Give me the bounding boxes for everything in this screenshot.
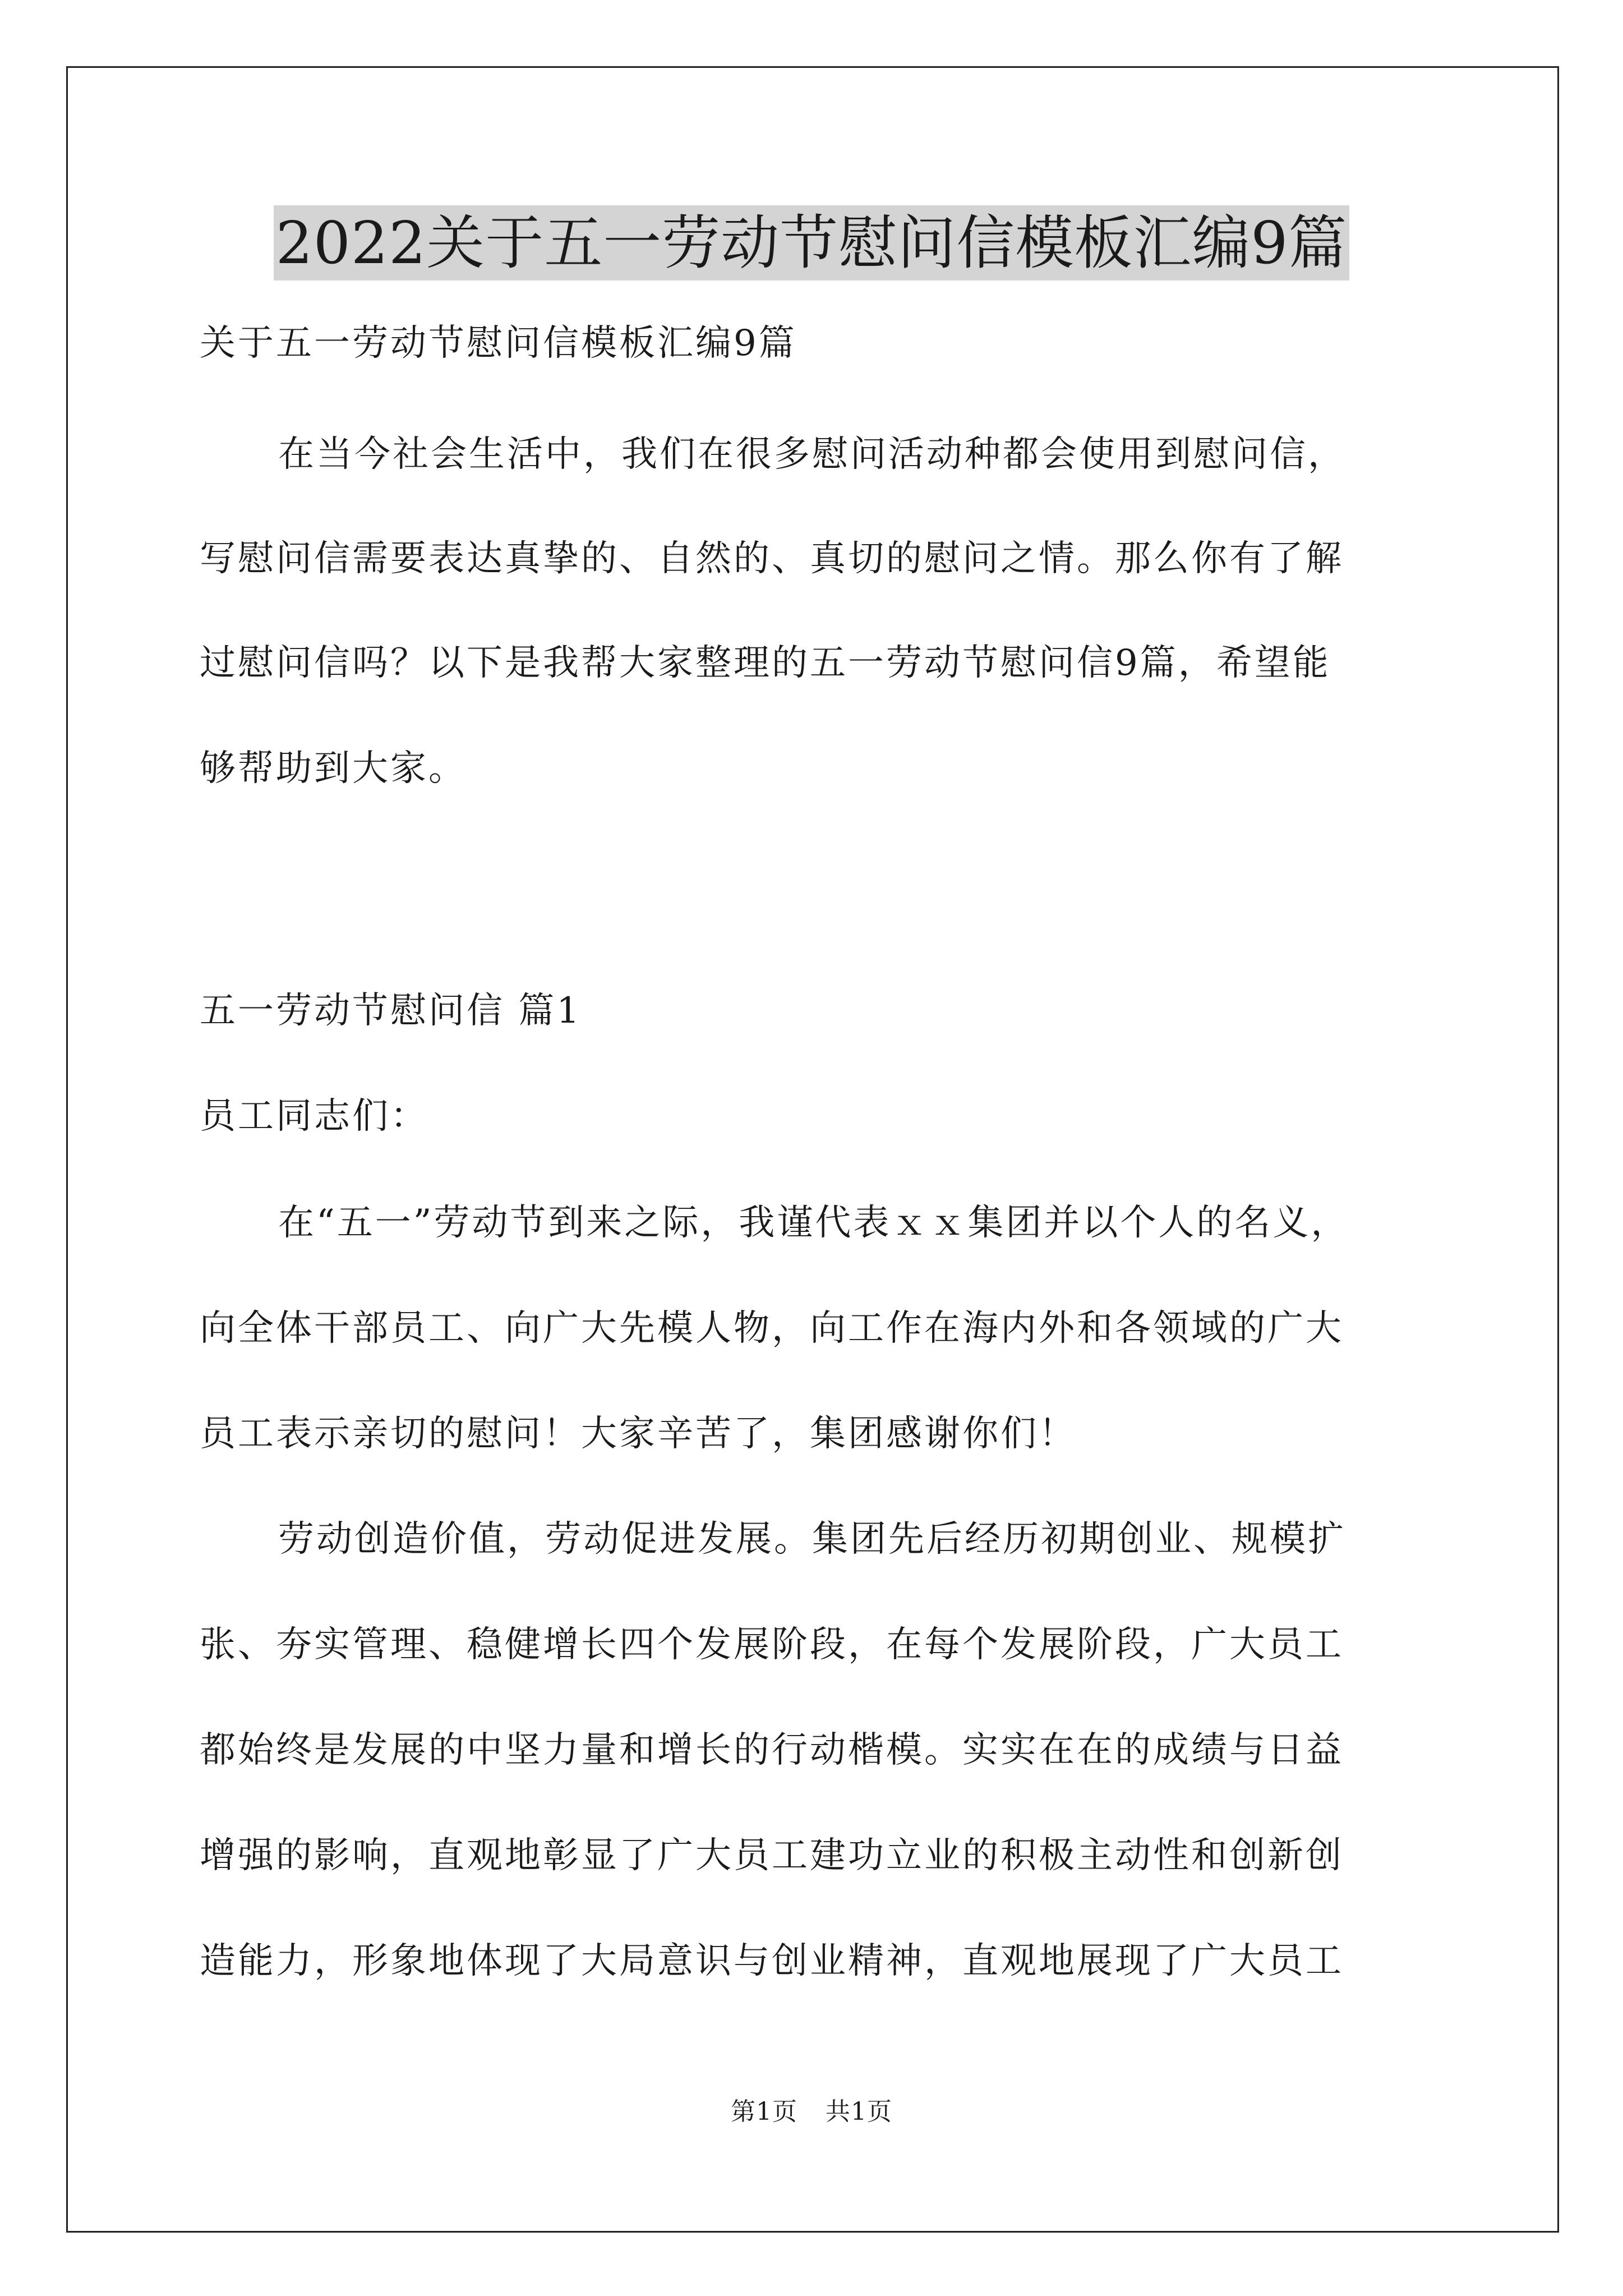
paragraph-line: 张、夯实管理、稳健增长四个发展阶段，在每个发展阶段，广大员工: [200, 1624, 1344, 1665]
paragraph-line: 过慰问信吗？以下是我帮大家整理的五一劳动节慰问信9篇，希望能: [200, 642, 1331, 684]
page-footer: [0, 2091, 1623, 2127]
page-border: [66, 66, 1559, 2233]
paragraph-line: 在“五一”劳动节到来之际，我谨代表ｘｘ集团并以个人的名义，: [278, 1202, 1349, 1244]
salutation-line: 员工同志们：: [200, 1096, 428, 1137]
paragraph-line: 劳动创造价值，劳动促进发展。集团先后经历初期创业、规模扩: [278, 1519, 1346, 1560]
paragraph-line: 员工表示亲切的慰问！大家辛苦了，集团感谢你们！: [200, 1413, 1077, 1455]
paragraph-line: 写慰问信需要表达真挚的、自然的、真切的慰问之情。那么你有了解: [200, 538, 1344, 579]
document-title-text: 2022关于五一劳动节慰问信模板汇编9篇: [274, 205, 1350, 280]
paragraph-line: 造能力，形象地体现了大局意识与创业精神，直观地展现了广大员工: [200, 1940, 1344, 1982]
paragraph-line: 在当今社会生活中，我们在很多慰问活动种都会使用到慰问信，: [278, 434, 1346, 475]
document-title: [0, 201, 1623, 285]
paragraph-line: 够帮助到大家。: [200, 748, 467, 789]
paragraph-line: 都始终是发展的中坚力量和增长的行动楷模。实实在在的成绩与日益: [200, 1729, 1344, 1771]
page-total: 共1页: [826, 2097, 892, 2126]
subtitle-line: 关于五一劳动节慰问信模板汇编9篇: [200, 323, 797, 364]
page-number: 第1页: [731, 2097, 797, 2126]
paragraph-line: 增强的影响，直观地彰显了广大员工建功立业的积极主动性和创新创: [200, 1835, 1344, 1876]
paragraph-line: 向全体干部员工、向广大先模人物，向工作在海内外和各领域的广大: [200, 1308, 1344, 1349]
section-heading: 五一劳动节慰问信 篇1: [200, 990, 582, 1032]
